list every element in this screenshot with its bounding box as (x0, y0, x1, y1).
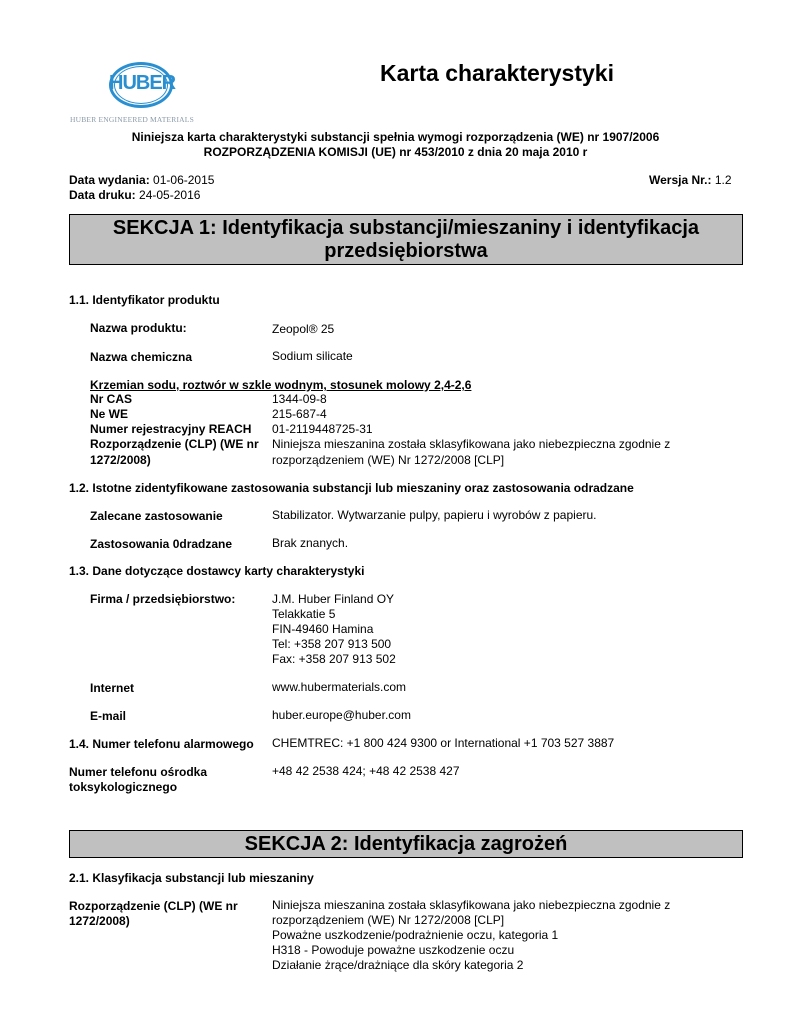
internet-value[interactable]: www.hubermaterials.com (272, 680, 407, 694)
company-label: Firma / przedsiębiorstwo: (90, 592, 236, 606)
clp-label-line-2: 1272/2008) (90, 453, 151, 467)
issue-date-value: 01-06-2015 (153, 173, 215, 187)
emergency-phone-value: CHEMTREC: +1 800 424 9300 or International +1 703 527 3887 (272, 736, 615, 750)
version-label: Wersja Nr.: (649, 173, 712, 187)
classification-line: Działanie żrące/drażniące dla skóry kategoria 2 (272, 958, 524, 972)
reach-value: 01-2119448725-31 (272, 422, 373, 436)
product-name-label: Nazwa produktu: (90, 321, 187, 335)
company-line: Telakkatie 5 (272, 607, 336, 621)
section-1-header (69, 214, 743, 265)
clp2-label-line-2: 1272/2008) (69, 914, 130, 928)
classification-line: H318 - Powoduje poważne uszkodzenie oczu (272, 943, 515, 957)
cas-label: Nr CAS (90, 392, 133, 406)
classification-line: rozporządzeniem (WE) Nr 1272/2008 [CLP] (272, 913, 505, 927)
print-date-row (69, 188, 200, 202)
we-value: 215-687-4 (272, 407, 327, 421)
print-date-label: Data druku: (69, 188, 136, 202)
logo-text: HUBER (109, 72, 176, 94)
advised-against-label: Zastosowania 0dradzane (90, 537, 233, 551)
regulation-line-1: Niniejsza karta charakterystyki substancji spełnia wymogi rozporządzenia (WE) nr 1907/2006 (131, 130, 660, 144)
product-name-value: Zeopol® 25 (272, 322, 335, 336)
company-address (272, 592, 396, 667)
subsection-2-1: 2.1. Klasyfikacja substancji lub mieszaniny (69, 871, 314, 885)
reach-label: Numer rejestracyjny REACH (90, 422, 252, 436)
logo-subtitle: HUBER ENGINEERED MATERIALS (70, 115, 194, 124)
emergency-phone-label: 1.4. Numer telefonu alarmowego (69, 737, 254, 751)
clp2-label-line-1: Rozporządzenie (CLP) (WE nr (69, 899, 238, 913)
document-title: Karta charakterystyki (380, 60, 614, 86)
classification-line: Poważne uszkodzenie/podrażnienie oczu, kategoria 1 (272, 928, 559, 942)
company-line: FIN-49460 Hamina (272, 622, 374, 636)
version-row (649, 173, 732, 187)
chemical-name-value: Sodium silicate (272, 349, 353, 363)
company-line: J.M. Huber Finland OY (272, 592, 395, 606)
subsection-1-2: 1.2. Istotne zidentyfikowane zastosowania substancji lub mieszaniny oraz zastosowania odradzane (69, 481, 634, 495)
toxicology-phone-value: +48 42 2538 424; +48 42 2538 427 (272, 764, 460, 778)
clp-label-line-1: Rozporządzenie (CLP) (WE nr (90, 437, 259, 451)
email-value[interactable]: huber.europe@huber.com (272, 708, 411, 722)
issue-date-label: Data wydania: (69, 173, 150, 187)
toxicology-phone-label-line-1: Numer telefonu ośrodka (69, 765, 208, 779)
internet-label: Internet (90, 681, 135, 695)
section-1-title-line-1: SEKCJA 1: Identyfikacja substancji/mieszaniny i identyfikacja (112, 217, 700, 239)
recommended-use-value: Stabilizator. Wytwarzanie pulpy, papieru i wyrobów z papieru. (272, 508, 597, 522)
section-2-header (69, 830, 743, 858)
component-heading: Krzemian sodu, roztwór w szkle wodnym, stosunek molowy 2,4-2,6 (90, 378, 472, 392)
email-label: E-mail (90, 709, 127, 723)
cas-value: 1344-09-8 (272, 392, 327, 406)
advised-against-value: Brak znanych. (272, 536, 349, 550)
version-value: 1.2 (714, 173, 732, 187)
company-line: Tel: +358 207 913 500 (272, 637, 392, 651)
subsection-1-3: 1.3. Dane dotyczące dostawcy karty charakterystyki (69, 564, 365, 578)
print-date-value: 24-05-2016 (139, 188, 201, 202)
regulation-line-2: ROZPORZĄDZENIA KOMISJI (UE) nr 453/2010 z dnia 20 maja 2010 r (203, 145, 588, 159)
we-label: Ne WE (90, 407, 129, 421)
clp-value-line-1: Niniejsza mieszanina została sklasyfikowana jako niebezpieczna zgodnie z (272, 437, 671, 451)
company-line: Fax: +358 207 913 502 (272, 652, 396, 666)
recommended-use-label: Zalecane zastosowanie (90, 509, 223, 523)
section-1-title-line-2: przedsiębiorstwa (324, 240, 488, 262)
chemical-name-label: Nazwa chemiczna (90, 350, 193, 364)
toxicology-phone-label-line-2: toksykologicznego (69, 780, 178, 794)
clp-value-line-2: rozporządzeniem (WE) Nr 1272/2008 [CLP] (272, 453, 505, 467)
classification-line: Niniejsza mieszanina została sklasyfikowana jako niebezpieczna zgodnie z (272, 898, 671, 912)
subsection-1-1: 1.1. Identyfikator produktu (69, 293, 220, 307)
clp2-classification (272, 898, 670, 973)
issue-date-row (69, 173, 214, 187)
section-2-title: SEKCJA 2: Identyfikacja zagrożeń (244, 833, 568, 855)
